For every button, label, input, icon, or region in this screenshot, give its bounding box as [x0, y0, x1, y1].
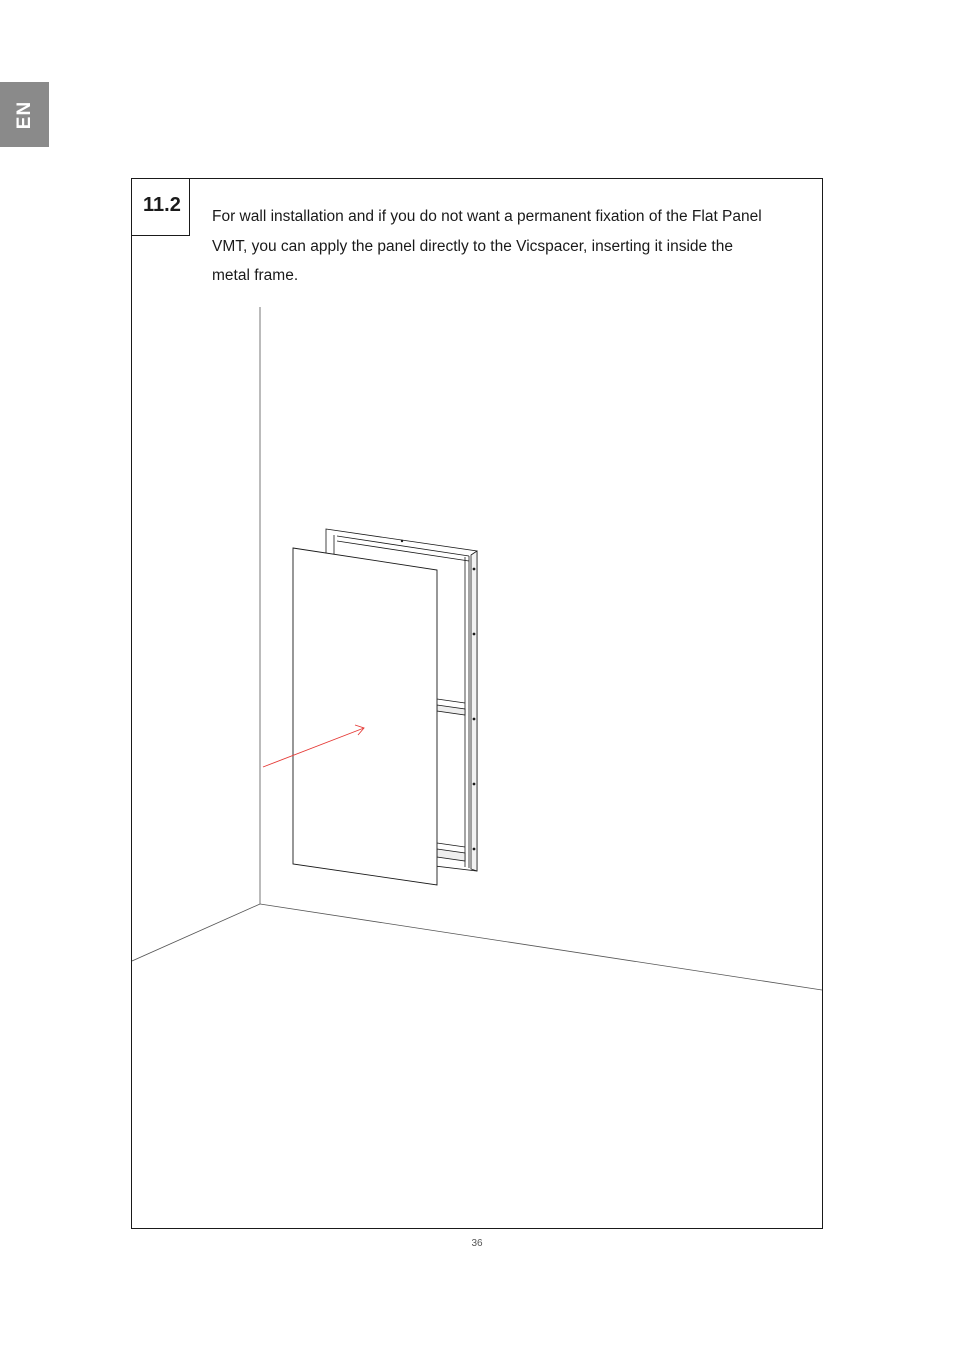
- floor-left-edge: [132, 904, 260, 961]
- language-label: EN: [13, 100, 35, 129]
- flat-panel: [293, 548, 437, 885]
- step-instruction: For wall installation and if you do not want a permanent fixation of the Flat Panel VMT, you can apply the panel directly to the Vicspacer, inserting it inside the metal frame.: [212, 208, 762, 284]
- page-number: 36: [471, 1238, 483, 1249]
- step-box: [131, 178, 823, 1229]
- installation-illustration: [132, 179, 822, 1228]
- floor-right-edge: [260, 904, 822, 990]
- language-tab: [0, 82, 49, 147]
- step-number: 11.2: [143, 194, 181, 216]
